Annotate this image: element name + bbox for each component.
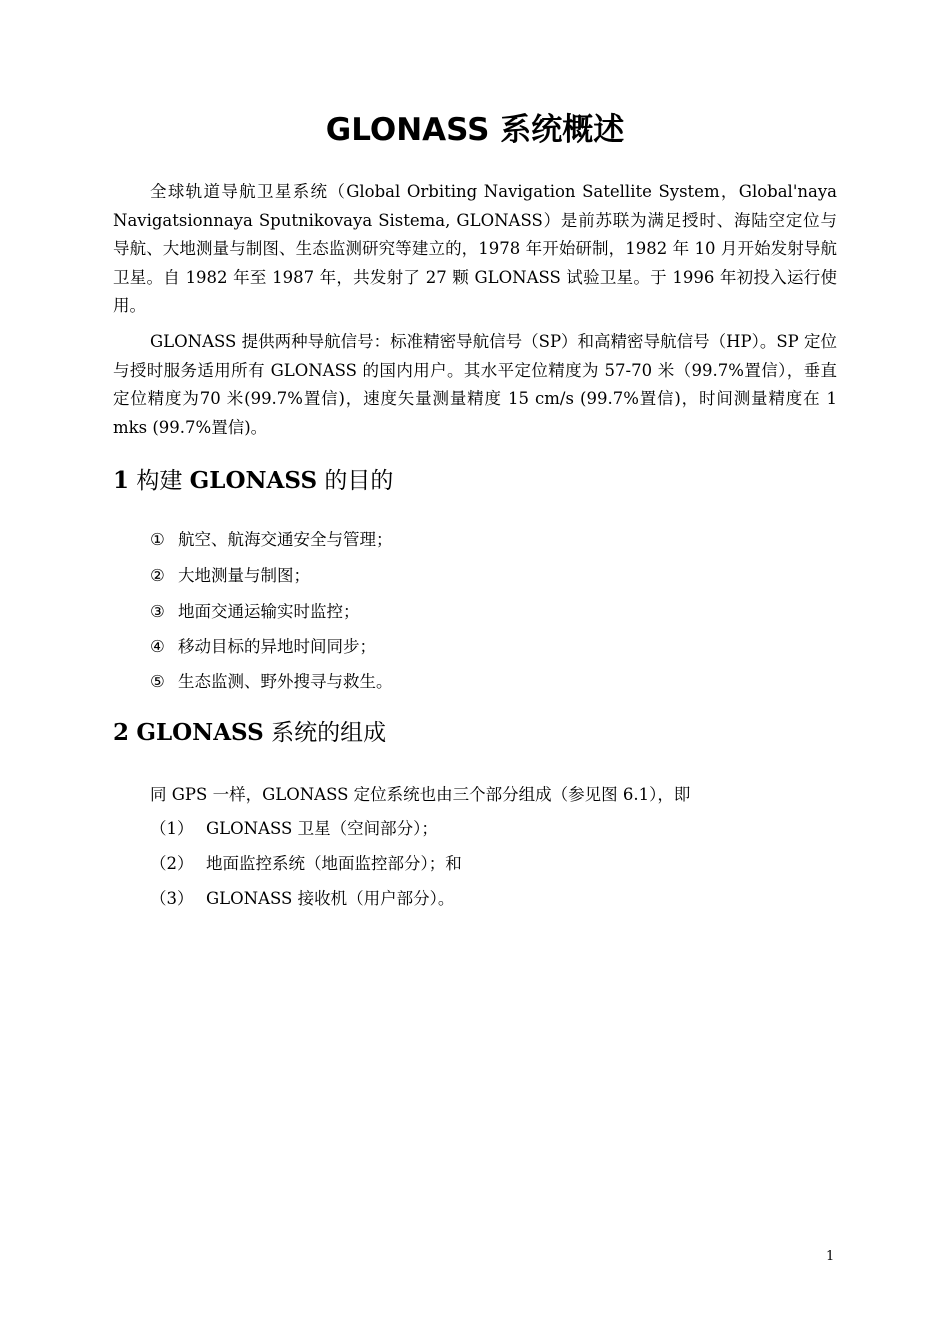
list-marker: （1） <box>150 819 194 838</box>
section-title-latin: GLONASS <box>136 719 264 746</box>
list-marker: ④ <box>150 637 165 656</box>
list-marker: （2） <box>150 854 194 873</box>
list-item-text: 地面监控系统（地面监控部分）；和 <box>206 854 462 873</box>
section-title-suffix: 系统的组成 <box>271 720 387 746</box>
page-number: 1 <box>826 1249 835 1264</box>
list-item <box>150 527 393 553</box>
section-number: 1 <box>113 467 130 494</box>
section-number: 2 <box>113 719 130 746</box>
paragraph-introduction: 全球轨道导航卫星系统（Global Orbiting Navigation Satellite System，Global'naya Navigatsionnaya Sputnikovaya Sistema, GLONASS）是前苏联为满足授时、海陆空定位与导航、大地测量与制图、生态监测研究等建立的，1978 年开始研制，1982 年 10 月开始发射导航卫星。自 1982 年至 1987 年，共发射了 27 颗 GLONASS 试验卫星。于 1996 年初投入运行使用。 <box>113 182 837 315</box>
list-item-text: GLONASS 接收机（用户部分）。 <box>206 889 455 908</box>
list-item-text: 航空、航海交通安全与管理； <box>178 530 393 549</box>
list-item-text: 移动目标的异地时间同步； <box>178 637 376 656</box>
list-item-text: 生态监测、野外搜寻与救生。 <box>178 672 393 691</box>
paragraph-signals: GLONASS 提供两种导航信号：标准精密导航信号（SP）和高精密导航信号（HP）。SP 定位与授时服务适用所有 GLONASS 的国内用户。其水平定位精度为 57-70 米（99.7%置信），垂直定位精度为70 米(99.7%置信)，速度矢量测量精度 15 cm/s (99.7%置信)，时间测量精度在 1 mks (99.7%置信)。 <box>113 332 837 437</box>
document-title: GLONASS 系统概述 <box>325 112 625 148</box>
list-marker: （3） <box>150 889 194 908</box>
section-title-latin: GLONASS <box>189 467 318 494</box>
list-item-text: 大地测量与制图； <box>178 566 310 585</box>
list-marker: ① <box>150 530 165 549</box>
list-item <box>150 816 438 842</box>
section-heading-composition <box>113 716 386 750</box>
list-marker: ② <box>150 566 165 585</box>
list-item <box>150 634 376 660</box>
list-marker: ③ <box>150 602 165 621</box>
composition-intro: 同 GPS 一样，GLONASS 定位系统也由三个部分组成（参见图 6.1），即 <box>150 785 691 804</box>
section-title-suffix: 的目的 <box>324 468 394 494</box>
list-item <box>150 599 360 625</box>
list-item <box>150 851 462 877</box>
list-item-text: GLONASS 卫星（空间部分）； <box>206 819 438 838</box>
list-item <box>150 886 454 912</box>
list-item <box>150 669 393 695</box>
section-title-prefix: 构建 <box>136 468 183 494</box>
section-heading-purpose <box>113 464 393 498</box>
list-item <box>150 563 310 589</box>
list-item-text: 地面交通运输实时监控； <box>178 602 360 621</box>
list-marker: ⑤ <box>150 672 165 691</box>
